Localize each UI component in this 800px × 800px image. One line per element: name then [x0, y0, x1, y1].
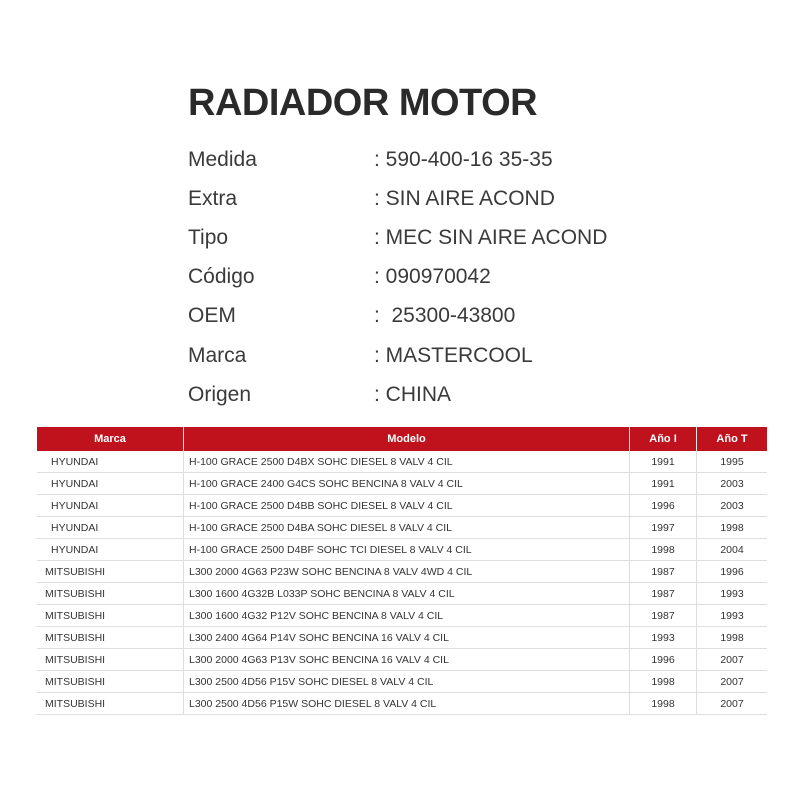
applications-table-container [37, 427, 764, 715]
cell-ano-t: 2003 [697, 495, 768, 517]
spec-row-medida [188, 140, 748, 179]
spec-value: : MEC SIN AIRE ACOND [374, 225, 608, 249]
table-row [37, 693, 767, 715]
cell-marca: MITSUBISHI [37, 649, 184, 671]
cell-marca: MITSUBISHI [37, 693, 184, 715]
spec-label: Marca [188, 343, 247, 367]
spec-label: Código [188, 265, 255, 289]
cell-ano-i: 1987 [630, 561, 697, 583]
cell-ano-t: 1993 [697, 605, 768, 627]
cell-modelo: L300 1600 4G32B L033P SOHC BENCINA 8 VALV 4 CIL [184, 583, 630, 605]
cell-marca: HYUNDAI [37, 517, 184, 539]
spec-label: Origen [188, 382, 252, 406]
cell-marca: MITSUBISHI [37, 561, 184, 583]
cell-modelo: H-100 GRACE 2500 D4BF SOHC TCI DIESEL 8 VALV 4 CIL [184, 539, 630, 561]
column-header-ano-t: Año T [697, 427, 768, 451]
table-row [37, 627, 767, 649]
cell-marca: MITSUBISHI [37, 671, 184, 693]
cell-ano-i: 1997 [630, 517, 697, 539]
spec-label: Medida [188, 147, 257, 171]
cell-modelo: H-100 GRACE 2500 D4BX SOHC DIESEL 8 VALV 4 CIL [184, 451, 630, 473]
cell-ano-i: 1993 [630, 627, 697, 649]
table-row [37, 561, 767, 583]
table-row [37, 649, 767, 671]
table-row [37, 473, 767, 495]
cell-modelo: H-100 GRACE 2500 D4BA SOHC DIESEL 8 VALV 4 CIL [184, 517, 630, 539]
column-header-modelo: Modelo [184, 427, 630, 451]
spec-value: : 590-400-16 35-35 [374, 147, 553, 171]
spec-value: : CHINA [374, 382, 452, 406]
cell-modelo: L300 2000 4G63 P23W SOHC BENCINA 8 VALV 4WD 4 CIL [184, 561, 630, 583]
cell-ano-i: 1987 [630, 583, 697, 605]
table-row [37, 517, 767, 539]
spec-row-origen [188, 375, 748, 414]
cell-ano-t: 1996 [697, 561, 768, 583]
cell-modelo: L300 1600 4G32 P12V SOHC BENCINA 8 VALV 4 CIL [184, 605, 630, 627]
table-row [37, 583, 767, 605]
cell-ano-t: 1998 [697, 627, 768, 649]
table-row [37, 671, 767, 693]
spec-value: : 090970042 [374, 265, 491, 289]
column-header-marca: Marca [37, 427, 184, 451]
cell-ano-i: 1991 [630, 473, 697, 495]
cell-ano-t: 2007 [697, 649, 768, 671]
cell-ano-t: 1998 [697, 517, 768, 539]
cell-marca: HYUNDAI [37, 451, 184, 473]
cell-marca: MITSUBISHI [37, 583, 184, 605]
table-row [37, 495, 767, 517]
spec-value: : SIN AIRE ACOND [374, 186, 555, 210]
column-header-ano-i: Año I [630, 427, 697, 451]
cell-modelo: H-100 GRACE 2500 D4BB SOHC DIESEL 8 VALV 4 CIL [184, 495, 630, 517]
cell-ano-t: 1993 [697, 583, 768, 605]
spec-label: OEM [188, 304, 236, 328]
cell-ano-t: 2003 [697, 473, 768, 495]
spec-row-codigo [188, 258, 748, 297]
cell-modelo: L300 2400 4G64 P14V SOHC BENCINA 16 VALV 4 CIL [184, 627, 630, 649]
cell-ano-t: 2007 [697, 671, 768, 693]
spec-row-extra [188, 179, 748, 218]
spec-label: Extra [188, 186, 238, 210]
cell-modelo: L300 2000 4G63 P13V SOHC BENCINA 16 VALV 4 CIL [184, 649, 630, 671]
cell-modelo: L300 2500 4D56 P15W SOHC DIESEL 8 VALV 4 CIL [184, 693, 630, 715]
table-row [37, 539, 767, 561]
cell-ano-i: 1998 [630, 671, 697, 693]
cell-ano-i: 1998 [630, 539, 697, 561]
cell-modelo: H-100 GRACE 2400 G4CS SOHC BENCINA 8 VALV 4 CIL [184, 473, 630, 495]
cell-ano-t: 1995 [697, 451, 768, 473]
cell-marca: HYUNDAI [37, 473, 184, 495]
cell-ano-i: 1991 [630, 451, 697, 473]
spec-row-tipo [188, 218, 748, 257]
spec-row-marca [188, 336, 748, 375]
table-row [37, 451, 767, 473]
cell-modelo: L300 2500 4D56 P15V SOHC DIESEL 8 VALV 4 CIL [184, 671, 630, 693]
applications-table [37, 427, 767, 715]
cell-ano-t: 2004 [697, 539, 768, 561]
spec-value: : MASTERCOOL [374, 343, 533, 367]
cell-ano-i: 1996 [630, 495, 697, 517]
cell-marca: MITSUBISHI [37, 627, 184, 649]
cell-ano-t: 2007 [697, 693, 768, 715]
spec-list [188, 140, 748, 414]
table-header-row [37, 427, 767, 451]
spec-value: : 25300-43800 [374, 304, 516, 328]
cell-ano-i: 1998 [630, 693, 697, 715]
cell-marca: HYUNDAI [37, 495, 184, 517]
spec-label: Tipo [188, 225, 229, 249]
cell-marca: MITSUBISHI [37, 605, 184, 627]
cell-ano-i: 1987 [630, 605, 697, 627]
page-title: RADIADOR MOTOR [188, 82, 538, 124]
spec-row-oem [188, 297, 748, 336]
cell-ano-i: 1996 [630, 649, 697, 671]
cell-marca: HYUNDAI [37, 539, 184, 561]
table-row [37, 605, 767, 627]
